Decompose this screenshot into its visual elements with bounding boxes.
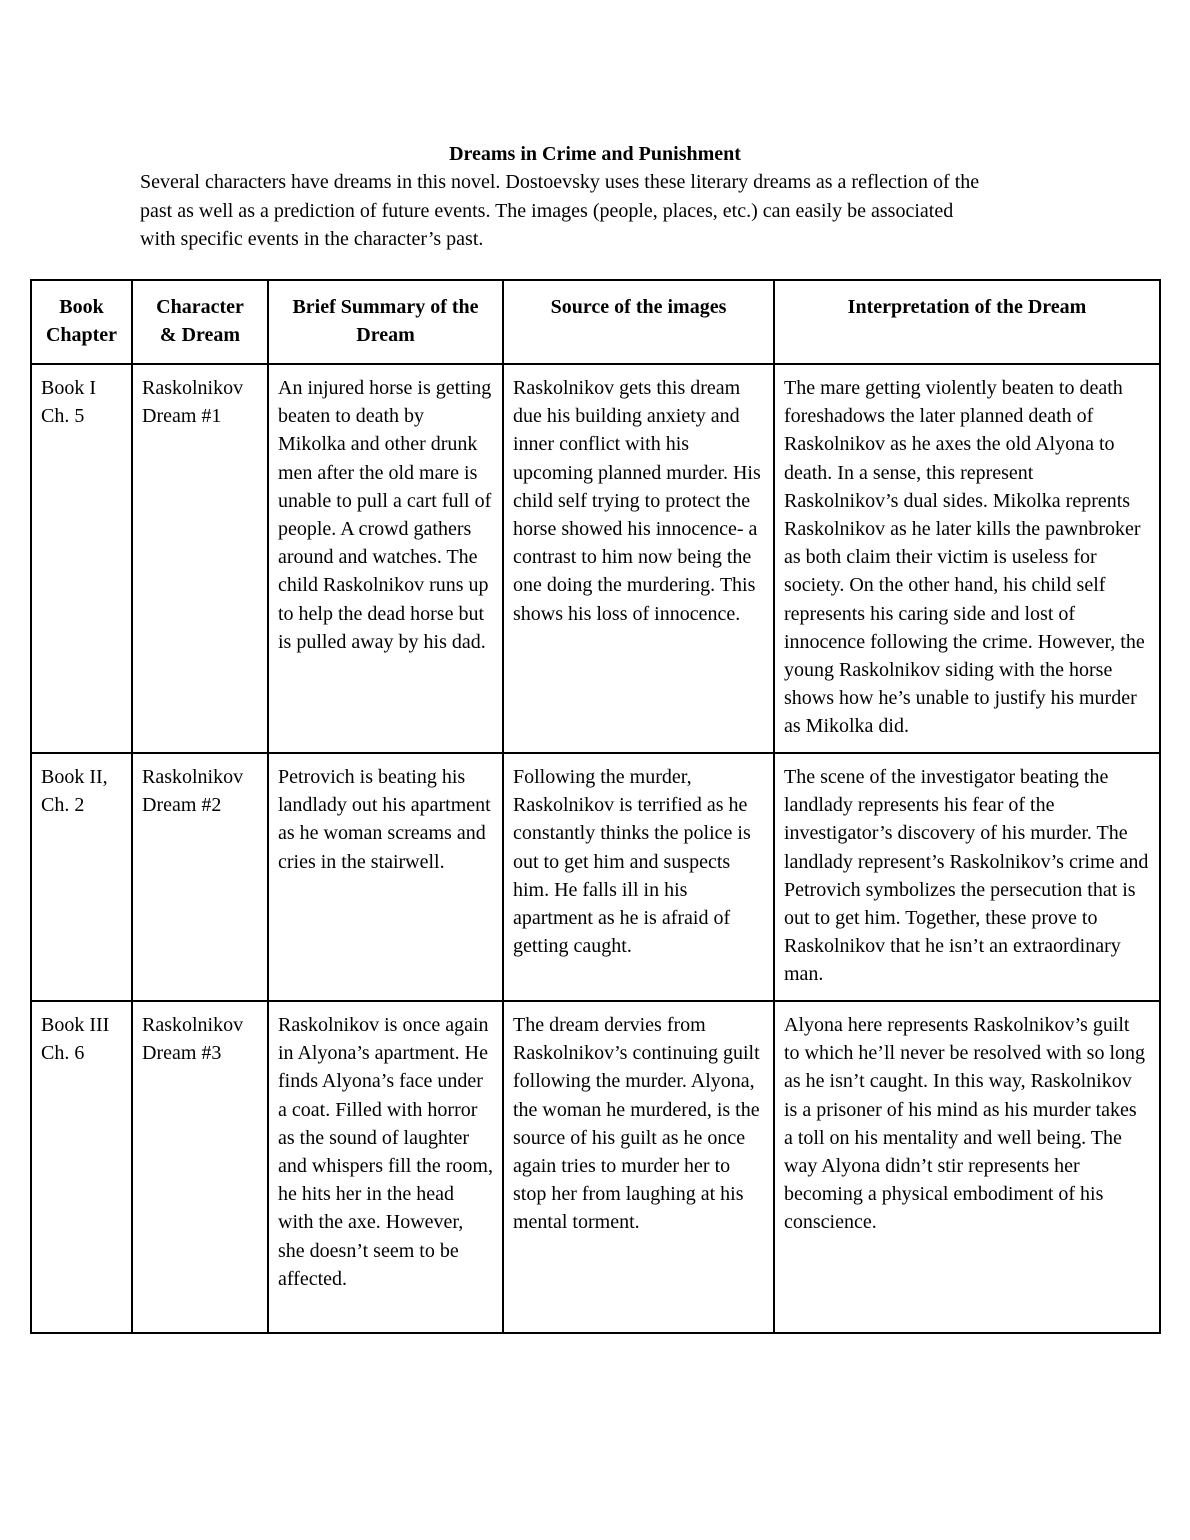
character-cell: Raskolnikov Dream #2 <box>132 753 268 1001</box>
summary-cell: An injured horse is getting beaten to death by Mikolka and other drunk men after the old mare is unable to pull a cart full of people. A crowd gathers around and watches. The child Raskolnikov runs up to help the dead horse but is pulled away by his dad. <box>268 364 503 753</box>
source-cell: Raskolnikov gets this dream due his building anxiety and inner conflict with his upcoming planned murder. His child self trying to protect the horse showed his innocence- a contrast to him now being the one doing the murdering. This shows his loss of innocence. <box>503 364 774 753</box>
interpretation-cell: Alyona here represents Raskolnikov’s guilt to which he’ll never be resolved with so long as he isn’t caught. In this way, Raskolnikov is a prisoner of his mind as his murder takes a toll on his mentality and well being. The way Alyona didn’t stir represents her becoming a physical embodiment of his conscience. <box>774 1001 1160 1333</box>
header-book-chapter: Book Chapter <box>31 280 132 364</box>
summary-cell: Petrovich is beating his landlady out his apartment as he woman screams and cries in the stairwell. <box>268 753 503 1001</box>
summary-cell: Raskolnikov is once again in Alyona’s apartment. He finds Alyona’s face under a coat. Filled with horror as the sound of laughter and whispers fill the room, he hits her in the head with the axe. However, she doesn’t seem to be affected. <box>268 1001 503 1333</box>
document-title: Dreams in Crime and Punishment <box>449 143 741 165</box>
header-character-dream: Character & Dream <box>132 280 268 364</box>
character-cell: Raskolnikov Dream #1 <box>132 364 268 753</box>
table-row <box>31 364 1160 753</box>
header-summary: Brief Summary of the Dream <box>268 280 503 364</box>
dreams-table <box>30 279 1161 1334</box>
book-chapter-cell: Book II, Ch. 2 <box>31 753 132 1001</box>
intro-line: Several characters have dreams in this novel. Dostoevsky uses these literary dreams as a reflection of the <box>140 171 980 193</box>
interpretation-cell: The scene of the investigator beating the landlady represents his fear of the investigator’s discovery of his murder. The landlady represent’s Raskolnikov’s crime and Petrovich symbolizes the persecution that is out to get him. Together, these prove to Raskolnikov that he isn’t an extraordinary man. <box>774 753 1160 1001</box>
interpretation-cell: The mare getting violently beaten to death foreshadows the later planned death of Raskolnikov as he axes the old Alyona to death. In a sense, this represent Raskolnikov’s dual sides. Mikolka reprents Raskolnikov as he later kills the pawnbroker as both claim their victim is useless for society. On the other hand, his child self represents his caring side and lost of innocence following the crime. However, the young Raskolnikov siding with the horse shows how he’s unable to justify his murder as Mikolka did. <box>774 364 1160 753</box>
intro-line: with specific events in the character’s past. <box>140 228 484 250</box>
book-chapter-cell: Book I Ch. 5 <box>31 364 132 753</box>
table-row <box>31 1001 1160 1333</box>
table-header-row <box>31 280 1160 364</box>
source-cell: Following the murder, Raskolnikov is terrified as he constantly thinks the police is out to get him and suspects him. He falls ill in his apartment as he is afraid of getting caught. <box>503 753 774 1001</box>
source-cell: The dream dervies from Raskolnikov’s continuing guilt following the murder. Alyona, the woman he murdered, is the source of his guilt as he once again tries to murder her to stop her from laughing at his mental torment. <box>503 1001 774 1333</box>
character-cell: Raskolnikov Dream #3 <box>132 1001 268 1333</box>
table-row <box>31 753 1160 1001</box>
intro-line: past as well as a prediction of future events. The images (people, places, etc.) can easily be associated <box>140 199 954 222</box>
intro-paragraph <box>140 168 1060 254</box>
book-chapter-cell: Book III Ch. 6 <box>31 1001 132 1333</box>
header-interpretation: Interpretation of the Dream <box>774 280 1160 364</box>
header-source: Source of the images <box>503 280 774 364</box>
